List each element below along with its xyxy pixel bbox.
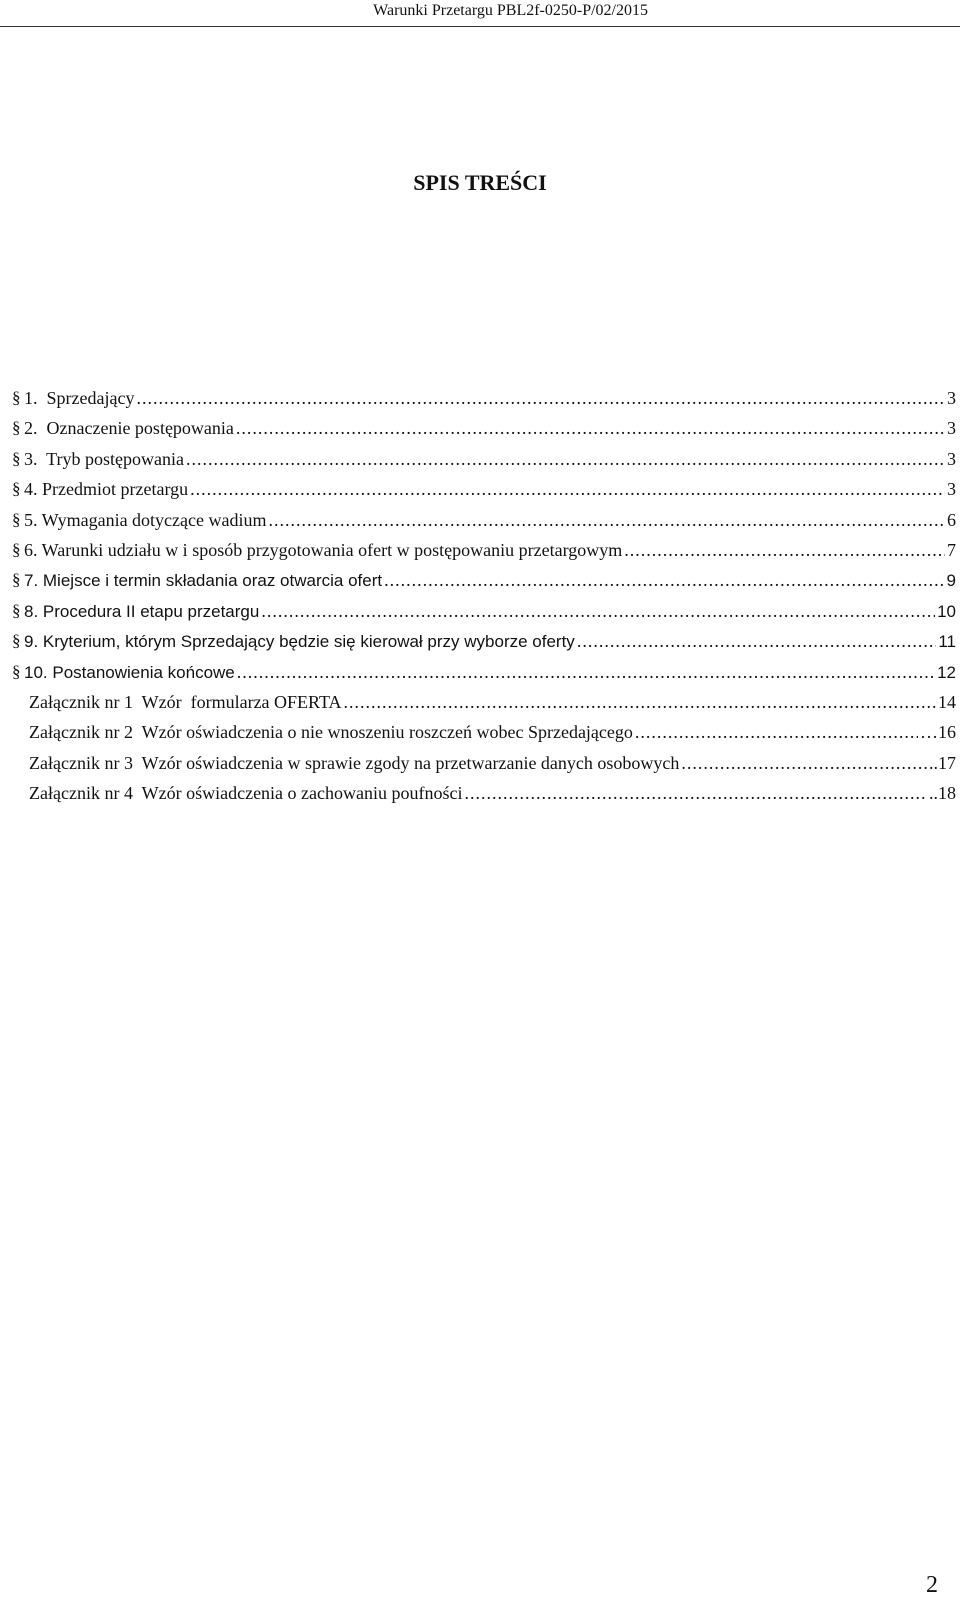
toc-entry-row [29, 778, 956, 808]
toc-entry-label: Załącznik nr 4 Wzór oświadczenia o zachowaniu poufności [29, 783, 463, 804]
toc-entry-label: 4. Przedmiot przetargu [24, 479, 189, 500]
toc-entry-row [29, 687, 956, 717]
toc-entry-label: 1. Sprzedający [24, 388, 135, 408]
toc-entry-row [24, 535, 956, 565]
toc-entry-label: 3. Tryb postępowania [24, 448, 185, 469]
toc-entry-label: 7. Miejsce i termin składania oraz otwarcia ofert [24, 571, 383, 591]
toc-entry[interactable] [0, 657, 960, 687]
toc-dot-leader [190, 474, 945, 504]
toc-entry-row [24, 565, 956, 596]
toc-dot-leader [384, 565, 944, 595]
toc-dot-leader [635, 717, 918, 747]
section-sign-icon: § [12, 448, 21, 468]
toc-dot-leader [237, 657, 935, 687]
toc-entry-page: 12 [937, 662, 956, 682]
toc-entry[interactable] [0, 748, 960, 778]
toc-entry-page: 7 [947, 539, 956, 560]
toc-entry-row [24, 596, 956, 627]
toc-entry-page: 3 [947, 479, 956, 500]
toc-entry[interactable] [0, 778, 960, 808]
toc-entry-row [24, 383, 956, 413]
toc-entry[interactable] [0, 444, 960, 474]
toc-entry[interactable] [0, 626, 960, 656]
toc-entry-page: 9 [946, 571, 956, 591]
toc-dot-leader [624, 535, 945, 565]
toc-entry-row [29, 717, 956, 747]
toc-entry-label: Załącznik nr 3 Wzór oświadczenia w sprawie zgody na przetwarzanie danych osobowych [29, 752, 680, 773]
toc-entry[interactable] [0, 717, 960, 747]
section-sign-icon: § [12, 388, 21, 407]
toc-entry-label: 2. Oznaczenie postępowania [24, 418, 234, 439]
toc-entry-row [24, 413, 956, 443]
toc-dot-leader [681, 748, 927, 778]
toc-entry-row [29, 748, 956, 778]
page-number: 2 [926, 1572, 938, 1598]
toc-entry[interactable] [0, 596, 960, 626]
toc-entry-row [24, 657, 956, 688]
header-title: Warunki Przetargu PBL2f-0250-P/02/2015 [373, 2, 648, 19]
toc-dot-leader [269, 505, 946, 535]
toc-entry[interactable] [0, 413, 960, 443]
toc-entry[interactable] [0, 474, 960, 504]
section-sign-icon: § [12, 539, 21, 559]
toc-entry[interactable] [0, 505, 960, 535]
toc-entry-label: 6. Warunki udziału w i sposób przygotowania ofert w postępowaniu przetargowym [24, 539, 623, 560]
section-sign-icon: § [12, 479, 21, 499]
toc-entry-label: Załącznik nr 2 Wzór oświadczenia o nie wnoszeniu roszczeń wobec Sprzedającego [29, 722, 633, 743]
toc-entry-page: …16 [920, 722, 956, 743]
toc-entry-row [24, 505, 956, 535]
toc-entry-page: 6 [947, 509, 956, 530]
toc-entry-row [24, 626, 956, 657]
toc-entry-page: ..17 [929, 752, 956, 773]
toc-entry-label: 10. Postanowienia końcowe [24, 662, 235, 682]
toc-entry-page: 3 [947, 418, 956, 439]
toc-entry-page: 14 [938, 691, 956, 712]
section-sign-icon: § [12, 509, 21, 529]
toc-dot-leader [261, 596, 935, 626]
section-sign-icon: § [12, 631, 21, 651]
toc-dot-leader [236, 413, 945, 443]
toc-entry-page: ..18 [929, 783, 956, 804]
toc-entry-row [24, 474, 956, 504]
toc-entry[interactable] [0, 383, 960, 413]
section-sign-icon: § [12, 600, 21, 620]
toc-entry-page: 3 [947, 388, 956, 408]
toc-entry[interactable] [0, 687, 960, 717]
section-sign-icon: § [12, 661, 21, 681]
toc-entry[interactable] [0, 565, 960, 595]
section-sign-icon: § [12, 570, 21, 590]
toc-entry-label: 5. Wymagania dotyczące wadium [24, 509, 267, 530]
toc-dot-leader [344, 687, 936, 717]
toc-entry-label: 8. Procedura II etapu przetargu [24, 601, 260, 621]
toc-dot-leader [136, 383, 945, 413]
toc-dot-leader [577, 626, 937, 656]
toc-title: SPIS TREŚCI [413, 170, 547, 195]
toc-dot-leader [186, 444, 945, 474]
toc-entry-page: 11 [938, 632, 956, 652]
toc-entry-row [24, 444, 956, 474]
toc-dot-leader [465, 778, 928, 808]
toc-entry-page: 10 [937, 601, 956, 621]
toc-entry[interactable] [0, 535, 960, 565]
section-sign-icon: § [12, 418, 21, 438]
toc-entry-label: 9. Kryterium, którym Sprzedający będzie się kierował przy wyborze oferty [24, 632, 575, 652]
toc-entry-page: 3 [947, 448, 956, 469]
table-of-contents [0, 383, 960, 808]
toc-entry-label: Załącznik nr 1 Wzór formularza OFERTA [29, 691, 342, 712]
page-header [0, 0, 960, 27]
